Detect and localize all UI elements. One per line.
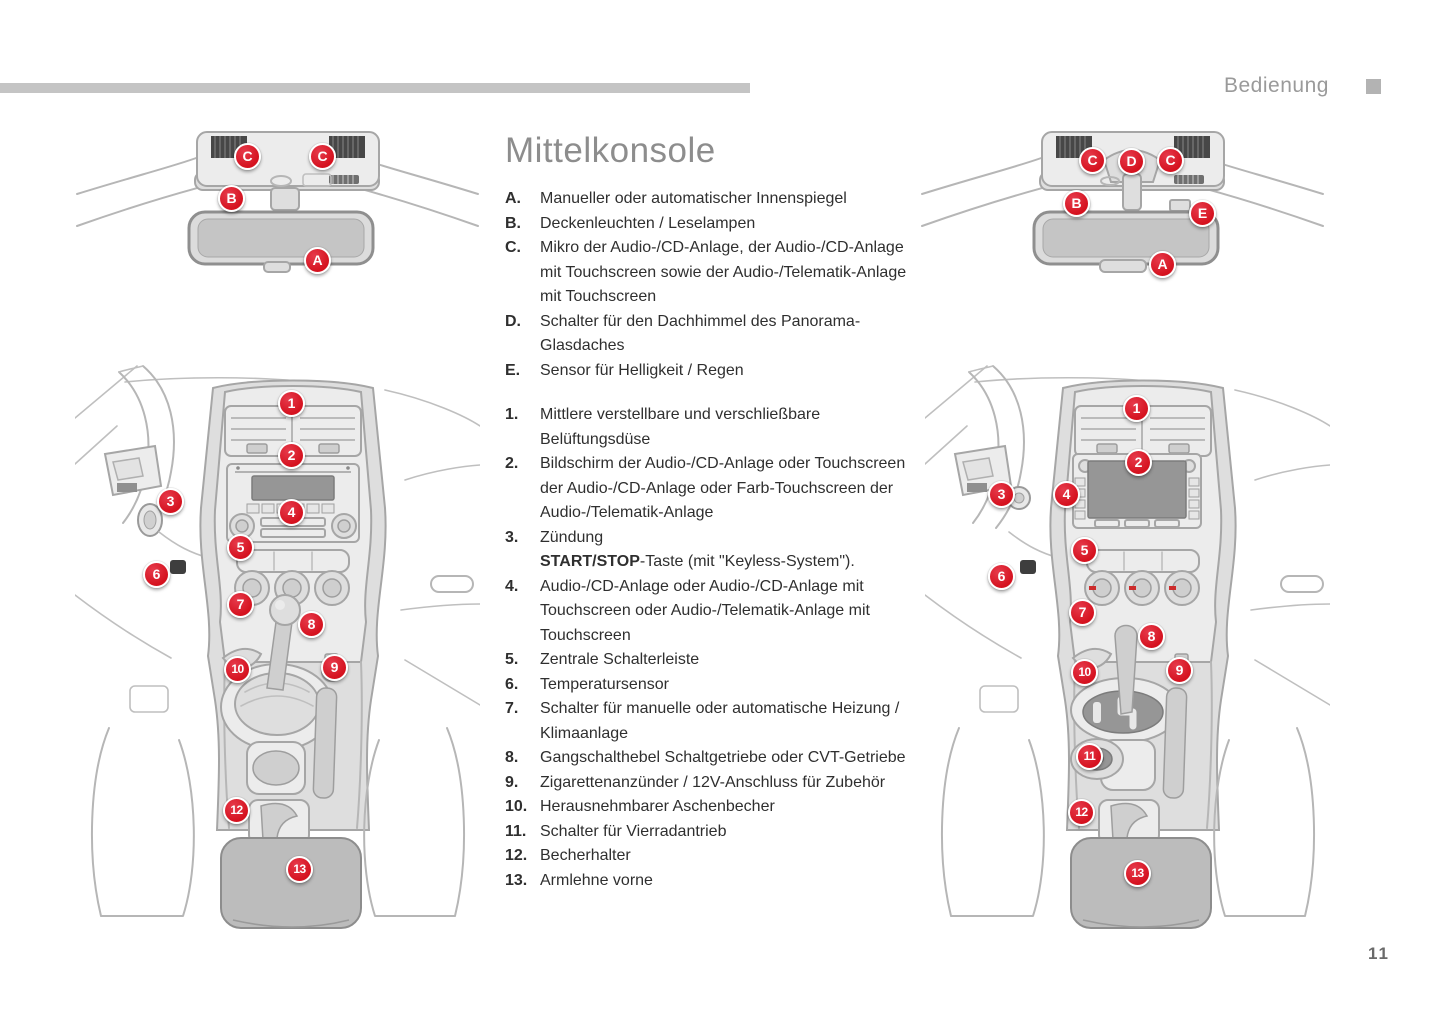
legend-item-label: 2.: [505, 455, 519, 472]
callout-badge-9: 9: [321, 654, 348, 681]
callout-badge-b: B: [218, 185, 245, 212]
callout-badge-2: 2: [1125, 449, 1152, 476]
callout-badge-8: 8: [1138, 623, 1165, 650]
illustration-center-console-right: [925, 360, 1330, 930]
legend-item-label: 8.: [505, 749, 519, 766]
legend-item-label: A.: [505, 190, 521, 207]
callout-badge-5: 5: [1071, 537, 1098, 564]
callout-badge-12: 12: [223, 797, 250, 824]
illustration-center-console-left: [75, 360, 480, 930]
callout-badge-c: C: [1157, 147, 1184, 174]
callout-badge-9: 9: [1166, 657, 1193, 684]
legend-column: [505, 131, 910, 893]
legend-item-text: Sensor für Helligkeit / Regen: [540, 361, 744, 379]
callout-badge-c: C: [234, 143, 261, 170]
legend-item: [505, 236, 910, 310]
legend-item: [505, 403, 910, 452]
legend-item: [505, 212, 910, 237]
legend-item-label: 10.: [505, 798, 528, 815]
legend-item-label: 12.: [505, 847, 528, 864]
legend-item-text: Zündung START/STOP-Taste (mit "Keyless-System").: [540, 528, 855, 570]
legend-item-text: Mikro der Audio-/CD-Anlage, der Audio-/CD-Anlage mit Touchscreen sowie der Audio-/Telematik-Anlage mit Touchscreen: [540, 239, 907, 305]
legend-item: [505, 673, 910, 698]
cup-holder: [247, 742, 305, 794]
illustration-overhead-console-left: [75, 130, 480, 310]
legend-item: [505, 746, 910, 771]
overhead-console: [195, 132, 379, 190]
armrest: [221, 838, 361, 928]
legend-item: [505, 844, 910, 869]
section-title: Bedienung: [1224, 74, 1329, 97]
callout-badge-7: 7: [1069, 599, 1096, 626]
header-rule: [0, 83, 750, 93]
callout-badge-4: 4: [278, 499, 305, 526]
legend-item-text: Gangschalthebel Schaltgetriebe oder CVT-Getriebe: [540, 749, 906, 766]
switch-strip: [237, 550, 349, 572]
legend-item-text: Manueller oder automatischer Innenspiegel: [540, 190, 847, 207]
callout-badge-c: C: [1079, 147, 1106, 174]
callout-badge-3: 3: [157, 488, 184, 515]
legend-item-text: Herausnehmbarer Aschenbecher: [540, 798, 775, 815]
legend-item-label: D.: [505, 312, 521, 330]
callout-badge-10: 10: [224, 656, 251, 683]
callout-badge-11: 11: [1076, 743, 1103, 770]
page-number: 11: [1368, 944, 1390, 963]
rearview-mirror: [189, 188, 373, 272]
callout-badge-1: 1: [278, 390, 305, 417]
legend-item: [505, 771, 910, 796]
legend-item-text: Deckenleuchten / Leselampen: [540, 214, 756, 232]
callout-badge-2: 2: [278, 442, 305, 469]
legend-item-label: 7.: [505, 700, 519, 717]
temperature-sensor: [170, 560, 186, 574]
steering-wheel: [105, 366, 209, 558]
climate-controls: [1085, 571, 1199, 605]
callout-badge-1: 1: [1123, 395, 1150, 422]
legend-item-label: 5.: [505, 651, 519, 668]
legend-item-label: 1.: [505, 406, 519, 423]
legend-item-text: Schalter für Vierradantrieb: [540, 822, 727, 840]
callout-badge-13: 13: [1124, 860, 1151, 887]
legend-item-text: Zigarettenanzünder / 12V-Anschluss für Zubehör: [540, 773, 886, 791]
temperature-sensor: [1020, 560, 1036, 574]
legend-item: [505, 648, 910, 673]
steering-wheel: [955, 366, 1059, 558]
legend-item-text: Bildschirm der Audio-/CD-Anlage oder Touchscreen der Audio-/CD-Anlage oder Farb-Touchscreen der Audio-/Telematik-Anlage: [540, 455, 906, 521]
callout-badge-a: A: [304, 247, 331, 274]
legend-item: [505, 187, 910, 212]
legend-item-label: B.: [505, 214, 521, 232]
legend-item-label: C.: [505, 239, 521, 256]
callout-badge-4: 4: [1053, 481, 1080, 508]
legend-item-label: 13.: [505, 871, 528, 889]
callout-badge-10: 10: [1071, 659, 1098, 686]
letter-legend-list: [505, 187, 910, 383]
legend-item-text: Audio-/CD-Anlage oder Audio-/CD-Anlage mit Touchscreen oder Audio-/Telematik-Anlage mit Touchscreen: [540, 577, 870, 644]
legend-item-label: E.: [505, 361, 521, 379]
callout-badge-12: 12: [1068, 799, 1095, 826]
callout-badge-6: 6: [988, 563, 1015, 590]
legend-item-label: 11.: [505, 822, 527, 840]
legend-item-label: 3.: [505, 528, 519, 546]
legend-item-label: 9.: [505, 773, 519, 791]
legend-item: [505, 697, 910, 746]
legend-item-text: Becherhalter: [540, 847, 631, 864]
legend-item: [505, 869, 910, 894]
callout-badge-8: 8: [298, 611, 325, 638]
legend-item-text: Schalter für manuelle oder automatische Heizung / Klimaanlage: [540, 700, 900, 742]
legend-item: [505, 795, 910, 820]
callout-badge-5: 5: [227, 534, 254, 561]
callout-badge-7: 7: [227, 591, 254, 618]
legend-item-text: Schalter für den Dachhimmel des Panorama-Glasdaches: [540, 312, 861, 354]
callout-badge-a: A: [1149, 251, 1176, 278]
legend-item-label: 6.: [505, 675, 519, 693]
callout-badge-13: 13: [286, 856, 313, 883]
legend-item-text: Temperatursensor: [540, 675, 669, 693]
callout-badge-3: 3: [988, 481, 1015, 508]
callout-badge-b: B: [1063, 190, 1090, 217]
gear-knob: [270, 595, 300, 625]
number-legend-list: [505, 403, 910, 893]
switch-strip: [1087, 550, 1199, 572]
page-title: Mittelkonsole: [505, 131, 716, 170]
section-marker-square: [1366, 79, 1381, 94]
legend-item: [505, 359, 910, 384]
legend-item-text: Zentrale Schalterleiste: [540, 651, 700, 668]
legend-item: [505, 575, 910, 649]
legend-item: [505, 526, 910, 575]
light-rain-sensor: [1170, 200, 1190, 211]
callout-badge-c: C: [309, 143, 336, 170]
legend-item: [505, 820, 910, 845]
callout-badge-e: E: [1189, 200, 1216, 227]
handbrake: [313, 688, 337, 799]
handbrake: [1163, 688, 1187, 799]
callout-badge-d: D: [1118, 148, 1145, 175]
legend-item-text: Mittlere verstellbare und verschließbare Belüftungsdüse: [540, 406, 821, 448]
radio-display: [252, 476, 334, 500]
callout-badge-6: 6: [143, 561, 170, 588]
legend-item: [505, 310, 910, 359]
legend-item-text: Armlehne vorne: [540, 871, 653, 889]
legend-item-label: 4.: [505, 577, 519, 595]
legend-item: [505, 452, 910, 526]
